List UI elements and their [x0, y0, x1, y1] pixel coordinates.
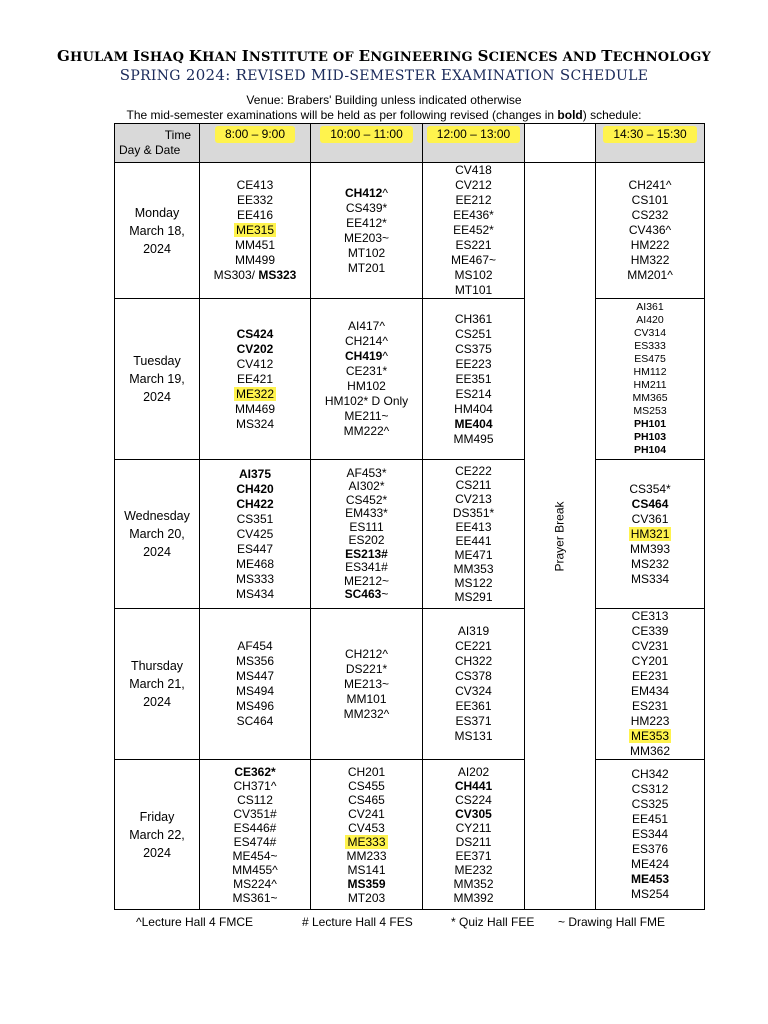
exam-cell: AI417^ CH214^ CH419^ CE231* HM102 HM102* D Only ME211~ MM222^ [311, 299, 423, 460]
exam-cell: AI375 CH420 CH422 CS351 CV425 ES447 ME468 MS333 MS434 [200, 460, 311, 609]
day-cell: Monday March 18, 2024 [115, 163, 200, 299]
day-row [115, 163, 705, 299]
day-row [115, 460, 705, 609]
exam-cell: CE222 CS211 CV213 DS351* EE413 EE441 ME471 MM353 MS122 MS291 [423, 460, 525, 609]
highlighted-course: ME315 [235, 223, 275, 237]
corner-header [115, 124, 200, 163]
legend-item: ~ Drawing Hall FME [558, 915, 666, 929]
exam-cell: CE362* CH371^ CS112 CV351# ES446# ES474# ME454~ MM455^ MS224^ MS361~ [200, 760, 311, 910]
exam-cell: CH412^ CS439* EE412* ME203~ MT102 MT201 [311, 163, 423, 299]
highlighted-course: ME353 [631, 729, 670, 743]
prayer-gap-header [525, 124, 596, 163]
exam-cell: CE313 CE339 CV231 CY201 EE231 EM434 ES231 HM223 ME353 MM362 [596, 609, 705, 760]
exam-cell: CH201 CS455 CS465 CV241 CV453 ME333 MM233 MS141 MS359 MT203 [311, 760, 423, 910]
exam-cell: AI202 CH441 CS224 CV305 CY211 DS211 EE371 ME232 MM352 MM392 [423, 760, 525, 910]
exam-cell: AF453* AI302* CS452* EM433* ES111 ES202 ES213# ES341# ME212~ SC463~ [311, 460, 423, 609]
day-date-label: Day & Date [119, 143, 181, 157]
highlighted-course: ME322 [235, 386, 275, 401]
exam-cell: CV418 CV212 EE212 EE436* EE452* ES221 ME467~ MS102 MT101 [423, 163, 525, 299]
day-row [115, 299, 705, 460]
slot-header-2: 10:00 – 11:00 [311, 124, 423, 163]
legend-item: ^Lecture Hall 4 FMCE [136, 915, 253, 929]
exam-cell: CH361 CS251 CS375 EE223 EE351 ES214 HM404 ME404 MM495 [423, 299, 525, 460]
exam-schedule-table [114, 123, 705, 910]
exam-cell: AI361 AI420 CV314 ES333 ES475 HM112 HM211 MM365 MS253 PH101 PH103 PH104 [596, 299, 705, 460]
exam-cell: CS354* CS464 CV361 HM321 MM393 MS232 MS334 [596, 460, 705, 609]
prayer-break-column: Prayer Break [525, 163, 596, 910]
exam-cell: CH342 CS312 CS325 EE451 ES344 ES376 ME424 ME453 MS254 [596, 760, 705, 910]
institute-title: GHULAM ISHAQ KHAN INSTITUTE OF ENGINEERING SCIENCES AND TECHNOLOGY [57, 47, 711, 65]
legend-item: # Lecture Hall 4 FES [302, 915, 413, 929]
highlighted-course: ME333 [347, 834, 386, 849]
legend-item: * Quiz Hall FEE [451, 915, 535, 929]
day-cell: Tuesday March 19, 2024 [115, 299, 200, 460]
day-cell: Thursday March 21, 2024 [115, 609, 200, 760]
day-row [115, 760, 705, 910]
slot-header-4: 14:30 – 15:30 [596, 124, 705, 163]
day-cell: Wednesday March 20, 2024 [115, 460, 200, 609]
schedule-note: The mid-semester examinations will be held as per following revised (changes in bold) schedule: [126, 108, 642, 122]
day-row [115, 609, 705, 760]
exam-cell: CS424 CV202 CV412 EE421 ME322 MM469 MS324 [200, 299, 311, 460]
header-row [115, 124, 705, 163]
slot-header-3: 12:00 – 13:00 [423, 124, 525, 163]
exam-cell: AF454 MS356 MS447 MS494 MS496 SC464 [200, 609, 311, 760]
time-label: Time [164, 128, 191, 142]
exam-cell: CH212^ DS221* ME213~ MM101 MM232^ [311, 609, 423, 760]
exam-cell: CE413 EE332 EE416 ME315 MM451 MM499 MS303/ MS323 [200, 163, 311, 299]
exam-cell: CH241^ CS101 CS232 CV436^ HM222 HM322 MM201^ [596, 163, 705, 299]
exam-cell: AI319 CE221 CH322 CS378 CV324 EE361 ES371 MS131 [423, 609, 525, 760]
venue-line: Venue: Brabers' Building unless indicated otherwise [246, 93, 522, 107]
schedule-title: SPRING 2024: REVISED MID-SEMESTER EXAMINATION SCHEDULE [119, 66, 649, 84]
highlighted-course: HM321 [630, 526, 670, 541]
slot-header-1: 8:00 – 9:00 [200, 124, 311, 163]
day-cell: Friday March 22, 2024 [115, 760, 200, 910]
